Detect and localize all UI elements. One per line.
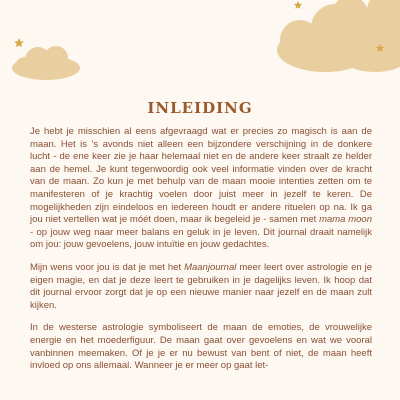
paragraph-text: Mijn wens voor jou is dat je met het <box>30 261 185 273</box>
paragraph-text: Je hebt je misschien al eens afgevraagd wat er precies zo magisch is aan de maan. Het is 's avonds niet alleen een bijzondere verschijning in de donkere lucht - de ene keer zie je haar helemaal niet en de andere keer straalt ze helder aan de hemel. Je kunt tegenwoordig ook veel informatie vinden over de kracht van de maan. Zo kun je met behulp van de maan mooie intenties zetten om te manifesteren of je krachtig voelen door juist meer in jezelf te keren. De mogelijkheden zijn eindeloos en iedereen houdt er andere rituelen op na. Ik ga jou niet vertellen wat je móét doen, maar ik begeleid je - samen met <box>30 126 372 226</box>
cloud-icon <box>12 46 80 80</box>
cloud-decoration <box>0 0 400 90</box>
paragraph-text: - op jouw weg naar meer balans en geluk in je leven. Dit journal draait namelijk om jou: jouw gevoelens, jouw intuïtie en jouw gedachtes. <box>30 226 372 251</box>
paragraph <box>30 126 372 252</box>
paragraph <box>30 322 372 372</box>
paragraph-text: In de westerse astrologie symboliseert de maan de emoties, de vrouwelijke energie en het moederfiguur. De maan gaat over gevoelens en wat we vooral vanbinnen meemaken. Of je je er nu bewust van bent of niet, de maan heeft invloed op ons allemaal. Wanneer je er meer op gaat let- <box>30 322 372 372</box>
page-title: INLEIDING <box>147 99 253 117</box>
emphasis-text: mama moon <box>319 214 372 226</box>
emphasis-text: Maanjournal <box>184 261 237 273</box>
body-text <box>30 126 372 383</box>
paragraph-text: meer leert over astrologie en je eigen magie, en dat je deze leert te gebruiken in je dagelijks leven. Ik hoop dat dit journal ervoor zorgt dat je op een nieuwe manier naar jezelf en de maan zult kijken. <box>30 261 373 311</box>
paragraph <box>30 262 372 312</box>
cloud-icon <box>277 0 400 72</box>
